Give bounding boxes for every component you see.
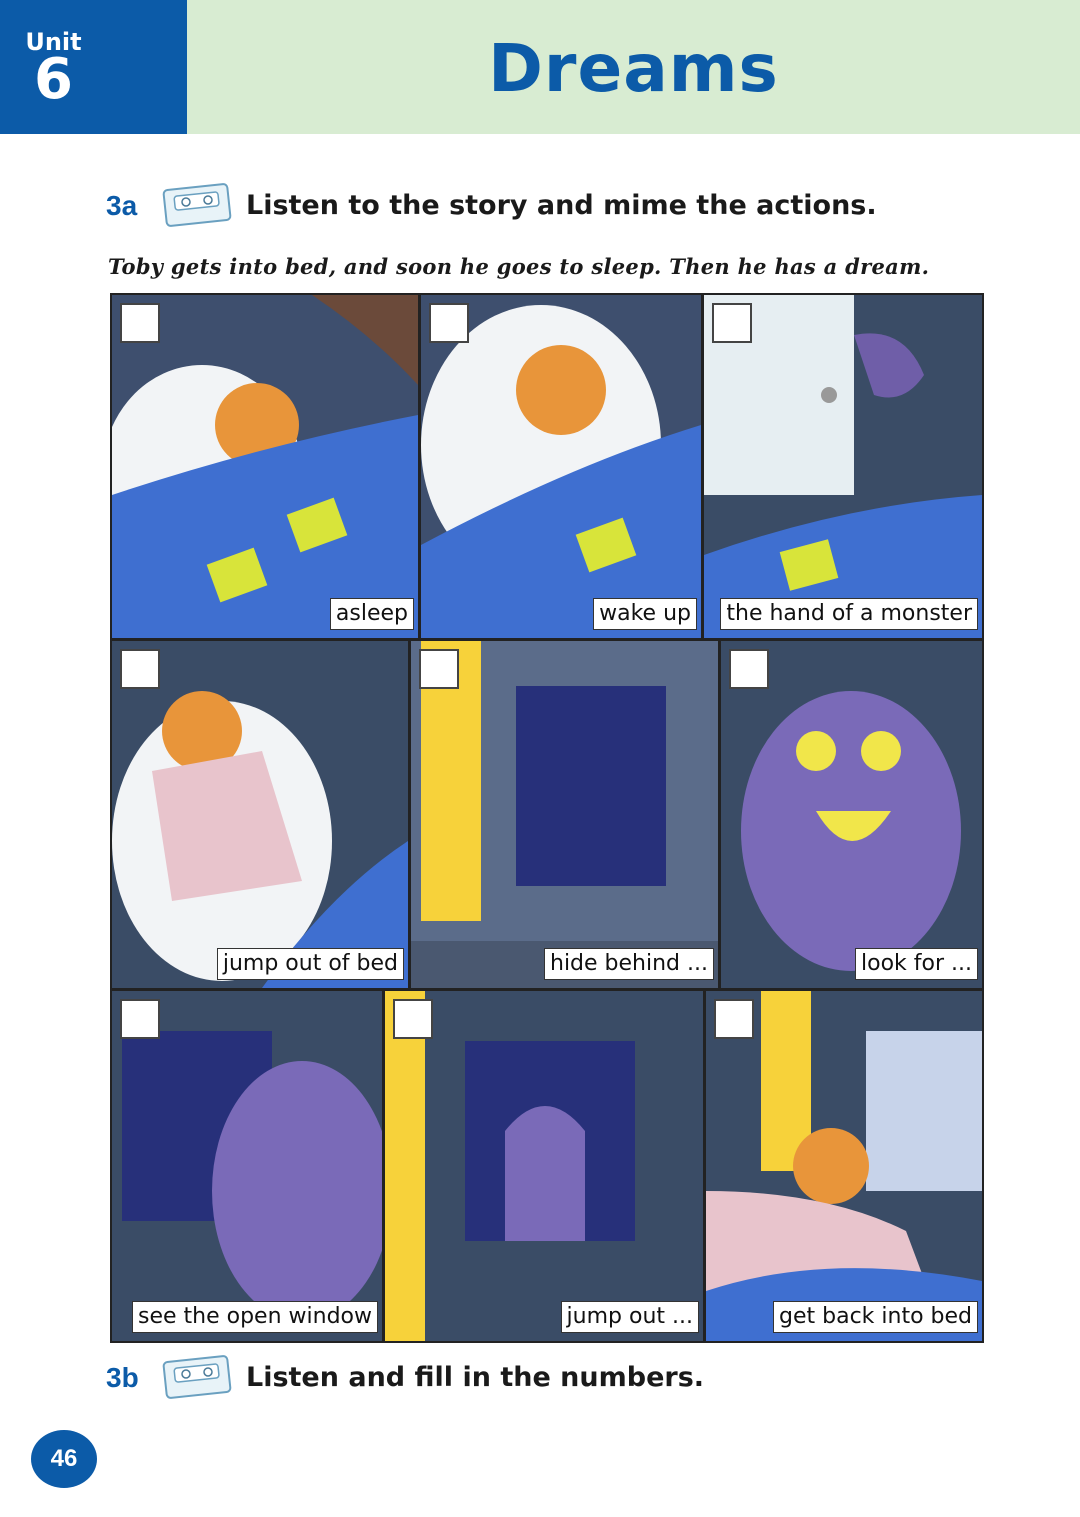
panel-7 xyxy=(112,991,382,1341)
panel-label: jump out of bed xyxy=(217,948,404,980)
answer-box-5[interactable] xyxy=(419,649,459,689)
panel-label: get back into bed xyxy=(773,1301,978,1333)
panel-9 xyxy=(706,991,982,1341)
panel-8-illustration xyxy=(385,991,703,1341)
panel-3 xyxy=(704,295,982,638)
panel-label: jump out ... xyxy=(561,1301,699,1333)
unit-badge xyxy=(0,0,187,134)
panel-1-illustration xyxy=(112,295,418,638)
panel-8 xyxy=(385,991,703,1341)
page-title: Dreams xyxy=(488,30,779,107)
exercise-3a-instruction: Listen to the story and mime the actions. xyxy=(246,190,877,221)
story-intro: Toby gets into bed, and soon he goes to sleep. Then he has a dream. xyxy=(108,254,930,279)
panel-5-illustration xyxy=(411,641,718,988)
panel-4-illustration xyxy=(112,641,408,988)
panel-9-illustration xyxy=(706,991,982,1341)
exercise-3a-number: 3a xyxy=(106,190,138,221)
panel-label: the hand of a monster xyxy=(720,598,978,630)
answer-box-1[interactable] xyxy=(120,303,160,343)
panel-label: wake up xyxy=(593,598,697,630)
answer-box-8[interactable] xyxy=(393,999,433,1039)
answer-box-2[interactable] xyxy=(429,303,469,343)
exercise-3b-instruction: Listen and fill in the numbers. xyxy=(246,1362,705,1393)
answer-box-3[interactable] xyxy=(712,303,752,343)
panel-4 xyxy=(112,641,408,988)
cassette-tape-icon xyxy=(162,182,232,228)
answer-box-6[interactable] xyxy=(729,649,769,689)
panel-7-illustration xyxy=(112,991,382,1341)
panel-5 xyxy=(411,641,718,988)
panel-2-illustration xyxy=(421,295,701,638)
cassette-tape-icon xyxy=(162,1354,232,1400)
panel-2 xyxy=(421,295,701,638)
panel-label: asleep xyxy=(330,598,414,630)
panel-label: look for ... xyxy=(855,948,978,980)
comic-strip xyxy=(110,293,984,1343)
answer-box-9[interactable] xyxy=(714,999,754,1039)
panel-1 xyxy=(112,295,418,638)
panel-3-illustration xyxy=(704,295,982,638)
unit-word: Unit xyxy=(25,28,82,56)
panel-6 xyxy=(721,641,982,988)
page-number: 46 xyxy=(31,1430,97,1488)
answer-box-7[interactable] xyxy=(120,999,160,1039)
panel-label: hide behind ... xyxy=(544,948,714,980)
answer-box-4[interactable] xyxy=(120,649,160,689)
unit-header xyxy=(0,0,1080,134)
unit-number: 6 xyxy=(34,47,73,112)
exercise-3b-number: 3b xyxy=(106,1362,139,1393)
panel-label: see the open window xyxy=(132,1301,378,1333)
panel-6-illustration xyxy=(721,641,982,988)
